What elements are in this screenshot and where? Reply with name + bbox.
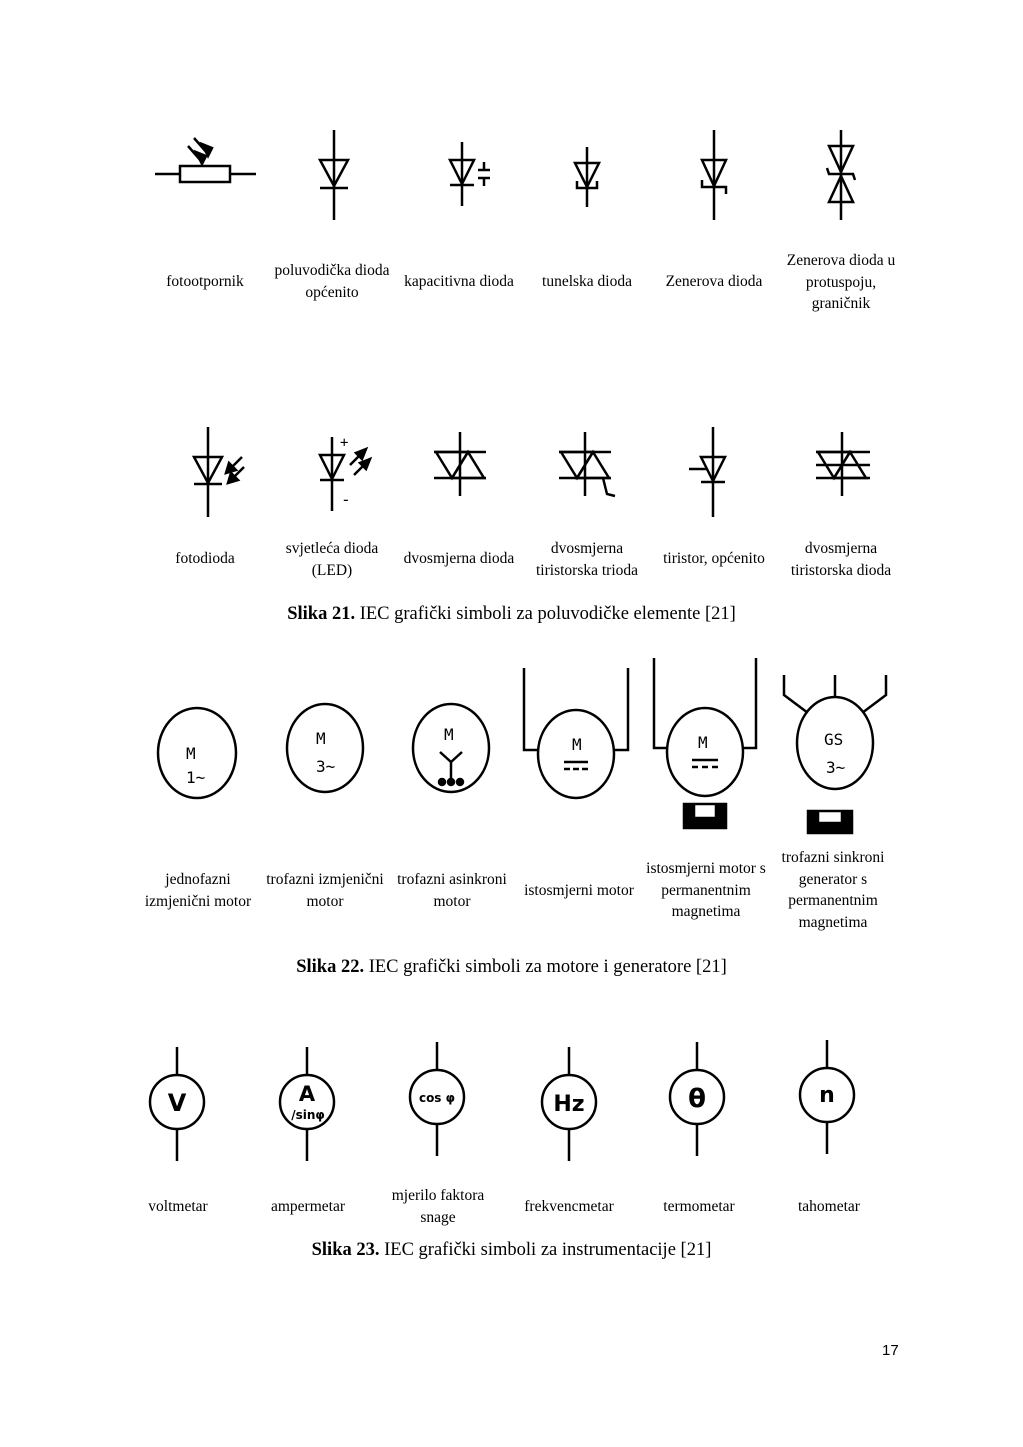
motor-dc-line1: M [572,735,582,754]
label-sync-generator: trofazni sinkroni generator s permanentnim magnetima [781,849,885,931]
photodiode-icon [188,425,258,520]
svg-text:+: + [340,435,349,451]
motor-1-line2: 1~ [186,768,206,787]
label-diode: poluvodička dioda općenito [274,262,390,301]
label-photoresistor: fotootpornik [166,273,244,290]
figure-22-caption-text: IEC grafički simboli za motore i generatore [21] [364,957,727,977]
frequency-symbol: Hz [553,1092,585,1117]
ammeter-symbol: A [298,1082,316,1106]
figure-21-caption-text: IEC grafički simboli za poluvodičke elemente [21] [355,604,736,624]
label-thermometer: termometar [663,1198,735,1215]
label-three-phase-motor: trofazni izmjenični motor [266,871,384,910]
label-ammeter: ampermetar [270,1198,345,1215]
label-single-phase-motor: jednofazni izmjenični motor [144,871,252,910]
motor-3-line2: 3~ [316,757,336,776]
voltmeter-icon [148,1045,208,1165]
label-varactor-diode: kapacitivna dioda [404,273,514,290]
voltmeter-symbol: V [167,1089,187,1117]
dc-motor-icon [520,666,632,801]
label-led: svjetleća dioda (LED) [285,540,379,579]
label-bidirectional-thyristor-diode: dvosmjerna tiristorska dioda [790,540,892,579]
label-zener-diode: Zenerova dioda [665,273,763,290]
label-bidirectional-zener: Zenerova dioda u protuspoju, graničnik [786,252,896,312]
figure-21-caption [0,604,1023,625]
label-async-motor: trofazni asinkroni motor [397,871,507,910]
label-photodiode: fotodioda [175,550,235,567]
power-factor-meter-icon [408,1040,468,1160]
label-frequency-meter: frekvencmetar [524,1198,614,1215]
zener-diode-icon [692,128,736,223]
triac-icon [555,430,620,502]
figure-23-caption-number: Slika 23. [311,1240,380,1260]
motor-1-line1: M [186,744,196,763]
figure-23-caption-text: IEC grafički simboli za instrumentacije [21] [379,1240,712,1260]
figure-21-caption-number: Slika 21. [287,604,356,624]
generator-line2: 3~ [826,758,846,777]
ammeter-icon [278,1045,338,1165]
async-motor-icon [410,700,494,796]
three-phase-motor-icon [284,700,368,796]
label-pm-dc-motor: istosmjerni motor s permanentnim magnetima [646,860,766,920]
thyristor-icon [685,425,735,520]
tachometer-symbol: n [819,1083,835,1108]
label-dc-motor: istosmjerni motor [524,882,634,899]
label-triac: dvosmjerna tiristorska trioda [535,540,639,579]
bidirectional-zener-icon [819,128,863,223]
varactor-diode-icon [440,140,495,210]
motor-3-line1: M [316,729,326,748]
thermometer-symbol: θ [688,1084,706,1114]
diode-icon [312,128,356,223]
frequency-meter-icon [540,1045,600,1165]
thermometer-icon [668,1040,728,1160]
bidirectional-thyristor-diode-icon [812,430,874,500]
label-tunnel-diode: tunelska dioda [542,273,632,290]
photoresistor-icon [150,130,260,200]
motor-pm-line1: M [698,733,708,752]
label-voltmeter: voltmetar [148,1198,208,1215]
figure-23-caption [0,1240,1023,1261]
single-phase-motor-icon [156,705,240,801]
label-power-factor-meter: mjerilo faktora snage [391,1187,485,1226]
tunnel-diode-icon [565,145,609,210]
diac-icon [430,430,490,500]
sync-generator-icon [778,673,892,838]
ammeter-sub: /sinφ [291,1108,325,1122]
tachometer-icon [798,1038,858,1158]
motor-async-line1: M [444,725,454,744]
svg-text:-: - [341,490,351,509]
label-thyristor: tiristor, općenito [663,550,765,567]
figure-22-caption-number: Slika 22. [296,957,365,977]
generator-line1: GS [824,730,844,749]
power-factor-symbol: cos φ [418,1091,456,1105]
page-number: 17 [882,1342,899,1359]
label-tachometer: tahometar [798,1198,860,1215]
label-diac: dvosmjerna dioda [403,550,515,567]
figure-22-caption [0,957,1023,978]
led-icon [312,435,382,515]
pm-dc-motor-icon [648,656,762,831]
